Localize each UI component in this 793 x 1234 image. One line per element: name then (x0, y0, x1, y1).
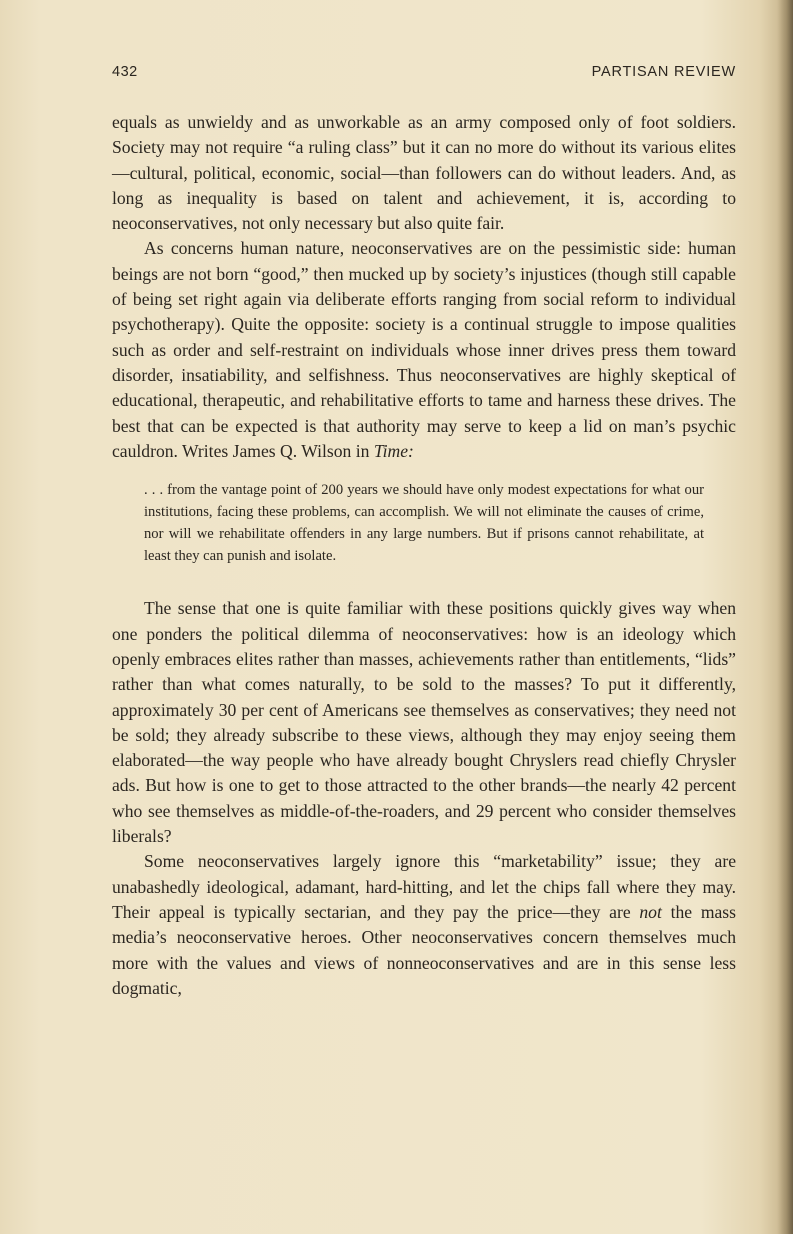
paragraph-4-text-a: Some neoconservatives largely ignore this “marketability” issue; they are unabashedly ideological, adamant, hard-hitting, and let the chips fall where they may. Their appeal is typically sectarian, and they pay the price—they are (112, 851, 736, 922)
paragraph-1: equals as unwieldy and as unworkable as an army composed only of foot soldiers. Society may not require “a ruling class” but it can no more do without its various elites—cultural, political, economic, social—than followers can do without leaders. And, as long as inequality is based on talent and achievement, it is, according to neoconservatives, not only necessary but also quite fair. (112, 112, 736, 234)
running-head: PARTISAN REVIEW (591, 64, 736, 80)
body-text (112, 110, 736, 1001)
paragraph-2-text: As concerns human nature, neoconservatives are on the pessimistic side: human beings are not born “good,” then mucked up by society’s injustices (though still capable of being set right again via deliberate efforts ranging from social reform to individual psychotherapy). Quite the opposite: society is a continual struggle to impose qualities such as order and self-restraint on individuals whose inner drives press them toward disorder, insatiability, and selfishness. Thus neoconservatives are highly skeptical of educational, therapeutic, and rehabilitative efforts to tame and harness these drives. The best that can be expected is that authority may serve to keep a lid on man’s psychic cauldron. Writes James Q. Wilson in (112, 238, 736, 461)
page-edge-shadow (777, 0, 793, 1234)
paragraph-4 (112, 849, 736, 1001)
page-number: 432 (112, 64, 138, 80)
paragraph-3: The sense that one is quite familiar with these positions quickly gives way when one ponders the political dilemma of neoconservatives: how is an ideology which openly embraces elites rather than masses, achievements rather than entitlements, “lids” rather than what comes naturally, to be sold to the masses? To put it differently, approximately 30 per cent of Americans see themselves as conservatives; they need not be sold; they already subscribe to these views, although they may enjoy seeing them elaborated—the way people who have already bought Chryslers read chiefly Chrysler ads. But how is one to get to those attracted to the other brands—the nearly 42 percent who see themselves as middle-of-the-roaders, and 29 percent who consider themselves liberals? (112, 598, 736, 847)
paragraph-2 (112, 236, 736, 464)
block-quote: . . . from the vantage point of 200 years we should have only modest expectations for what our institutions, facing these problems, can accomplish. We will not eliminate the causes of crime, nor will we rehabilitate offenders in any large numbers. But if prisons cannot rehabilitate, at least they can punish and isolate. (144, 482, 704, 564)
paragraph-4-text-b: the mass media’s neoconservative heroes. Other neoconservatives concern themselves much more with the values and views of nonneoconservatives and are in this sense less dogmatic, (112, 901, 737, 998)
page-header (112, 64, 736, 86)
emphasis-italic: not (639, 901, 662, 922)
magazine-title-italic: Time: (373, 440, 414, 461)
